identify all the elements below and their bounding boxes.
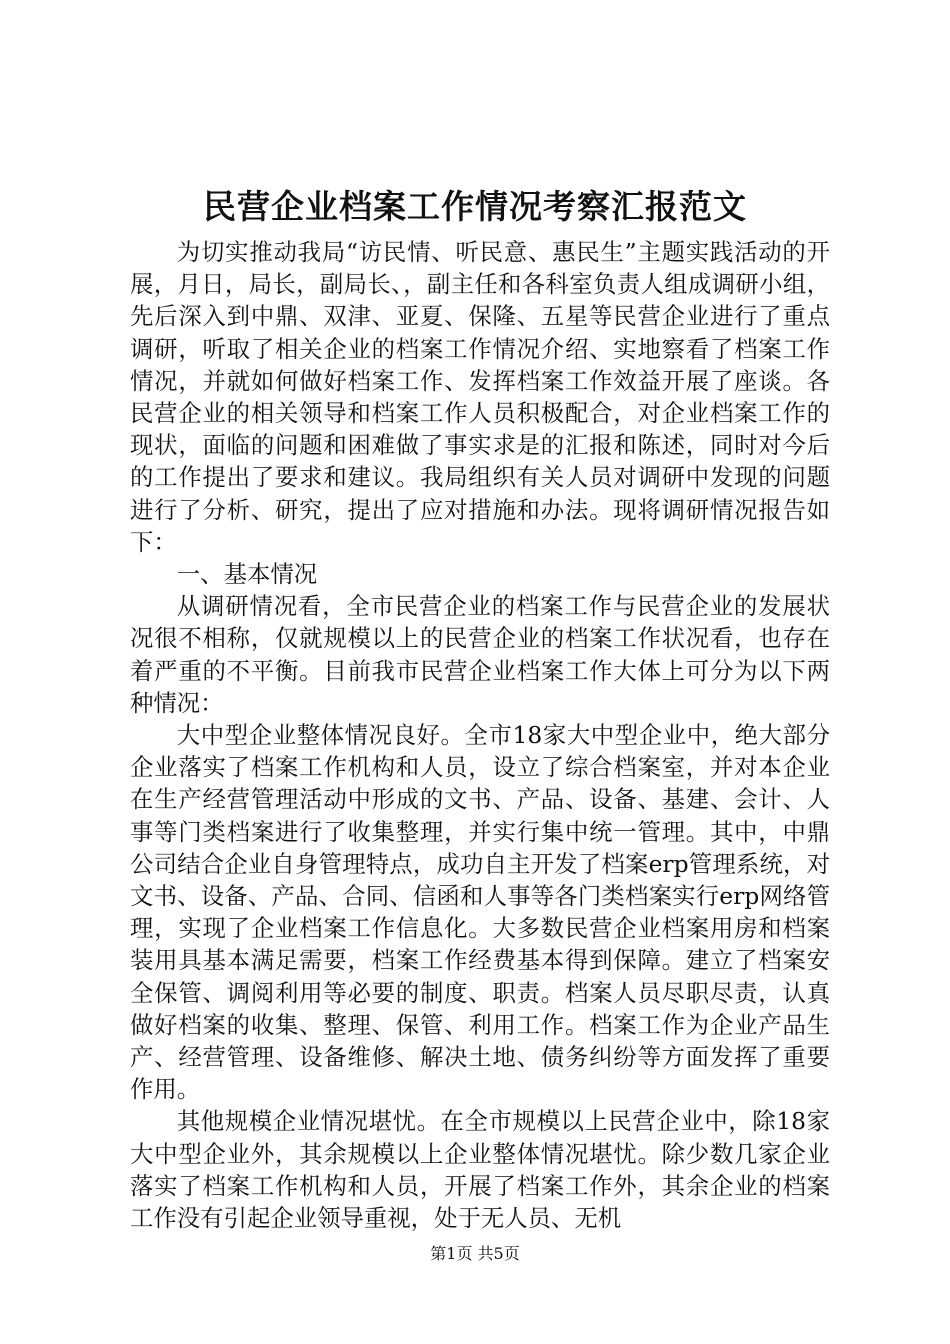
intro-paragraph: 为切实推动我局“访民情、听民意、惠民生”主题实践活动的开展，月日，局长，副局长、，副主任和各科室负责人组成调研小组，先后深入到中鼎、双津、亚夏、保隆、五星等民营企业进行了重点调研，听取了相关企业的档案工作情况介绍、实地察看了档案工作情况，并就如何做好档案工作、发挥档案工作效益开展了座谈。各民营企业的相关领导和档案工作人员积极配合，对企业档案工作的现状，面临的问题和困难做了事实求是的汇报和陈述，同时对今后的工作提出了要求和建议。我局组织有关人员对调研中发现的问题进行了分析、研究，提出了应对措施和办法。现将调研情况报告如下： <box>130 238 830 556</box>
overview-paragraph: 从调研情况看，全市民营企业的档案工作与民营企业的发展状况很不相称，仅就规模以上的民营企业的档案工作状况看，也存在着严重的不平衡。目前我市民营企业档案工作大体上可分为以下两种情况： <box>130 592 830 717</box>
other-enterprises-paragraph: 其他规模企业情况堪忧。在全市规模以上民营企业中，除18家大中型企业外，其余规模以上企业整体情况堪忧。除少数几家企业落实了档案工作机构和人员，开展了档案工作外，其余企业的档案工作没有引起企业领导重视，处于无人员、无机 <box>130 1107 830 1233</box>
section-heading-basic-situation: 一、基本情况 <box>176 560 318 589</box>
document-title: 民营企业档案工作情况考察汇报范文 <box>203 187 747 226</box>
page-number-footer: 第1页 共5页 <box>430 1244 520 1263</box>
large-enterprises-paragraph: 大中型企业整体情况良好。全市18家大中型企业中，绝大部分企业落实了档案工作机构和人员，设立了综合档案室，并对本企业在生产经营管理活动中形成的文书、产品、设备、基建、会计、人事等门类档案进行了收集整理，并实行集中统一管理。其中，中鼎公司结合企业自身管理特点，成功自主开发了档案erp管理系统，对文书、设备、产品、合同、信函和人事等各门类档案实行erp网络管理，实现了企业档案工作信息化。大多数民营企业档案用房和档案装用具基本满足需要，档案工作经费基本得到保障。建立了档案安全保管、调阅利用等必要的制度、职责。档案人员尽职尽责，认真做好档案的收集、整理、保管、利用工作。档案工作为企业产品生产、经营管理、设备维修、解决土地、债务纠纷等方面发挥了重要作用。 <box>130 721 830 1104</box>
document-body <box>130 236 830 1234</box>
